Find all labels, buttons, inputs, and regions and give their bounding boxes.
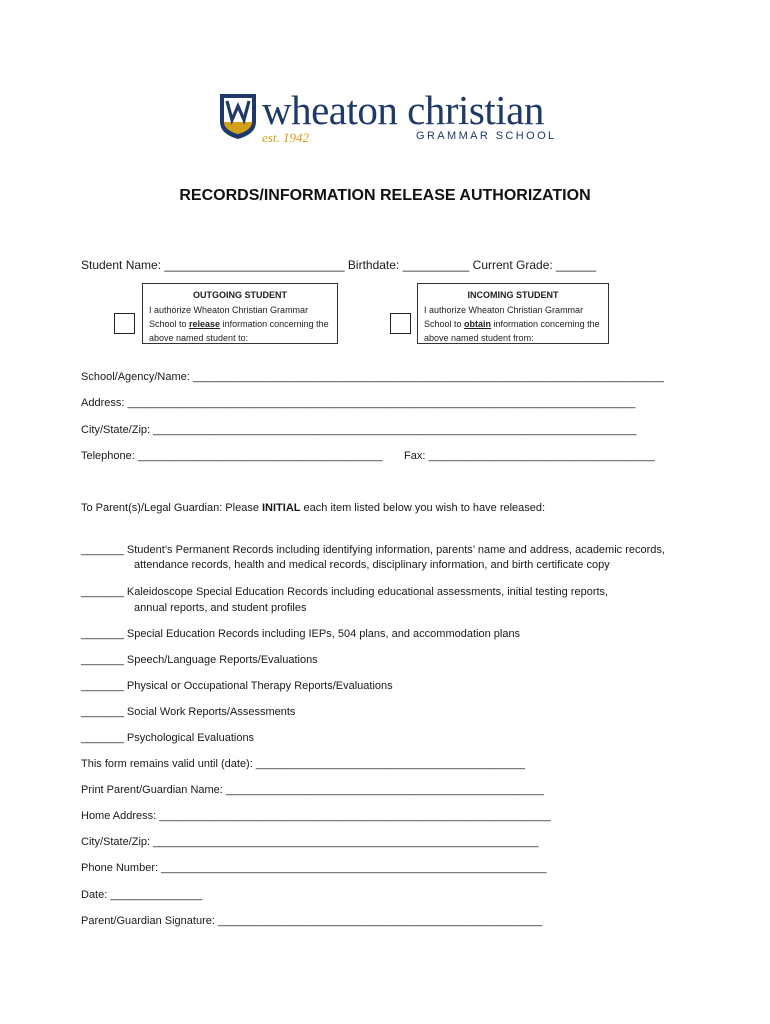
shield-icon — [218, 92, 258, 140]
school-logo — [218, 87, 563, 150]
date-field[interactable]: Date: _______________ — [81, 889, 203, 901]
signature-field[interactable]: Parent/Guardian Signature: _____________________________________________________ — [81, 915, 543, 927]
form-title: RECORDS/INFORMATION RELEASE AUTHORIZATION — [179, 187, 591, 204]
item-special-education[interactable]: _______ Special Education Records including IEPs, 504 plans, and accommodation plans — [81, 628, 521, 640]
outgoing-checkbox[interactable] — [114, 313, 135, 334]
incoming-student-box — [417, 283, 609, 344]
outgoing-student-box — [142, 283, 338, 344]
city-state-zip-field[interactable]: City/State/Zip: _______________________________________________________________________________ — [81, 424, 637, 436]
school-agency-field[interactable]: School/Agency/Name: _____________________________________________________________________________ — [81, 371, 664, 383]
print-name-field[interactable]: Print Parent/Guardian Name: ____________________________________________________ — [81, 784, 545, 796]
home-address-field[interactable]: Home Address: ________________________________________________________________ — [81, 810, 551, 822]
item-permanent-records-cont: attendance records, health and medical records, disciplinary information, and birth certificate copy — [134, 559, 610, 571]
item-social-work[interactable]: _______ Social Work Reports/Assessments — [81, 706, 296, 718]
item-psychological[interactable]: _______ Psychological Evaluations — [81, 732, 255, 744]
student-info-line[interactable]: Student Name: ___________________________ Birthdate: __________ Current Grade: ______ — [81, 258, 597, 272]
established-text: est. 1942 — [262, 130, 309, 145]
parent-city-field[interactable]: City/State/Zip: _______________________________________________________________ — [81, 836, 539, 848]
obtain-keyword: obtain — [464, 319, 492, 329]
item-speech-language[interactable]: _______ Speech/Language Reports/Evaluations — [81, 654, 318, 666]
item-therapy-reports[interactable]: _______ Physical or Occupational Therapy Reports/Evaluations — [81, 680, 393, 692]
fax-field[interactable]: Fax: _____________________________________ — [404, 450, 655, 462]
item-permanent-records[interactable]: _______ Student’s Permanent Records including identifying information, parents’ name and address, academic records, — [81, 544, 665, 556]
release-keyword: release — [189, 319, 221, 329]
school-subtitle: GRAMMAR SCHOOL — [416, 130, 557, 142]
incoming-checkbox[interactable] — [390, 313, 411, 334]
item-kaleidoscope-records[interactable]: _______ Kaleidoscope Special Education Records including educational assessments, initial testing reports, — [81, 586, 609, 598]
outgoing-heading: OUTGOING STUDENT — [193, 290, 287, 300]
outgoing-text: I authorize Wheaton Christian Grammar School to release information concerning the above named student to: — [149, 305, 329, 343]
telephone-field[interactable]: Telephone: ________________________________________ — [81, 450, 383, 462]
valid-until-field[interactable]: This form remains valid until (date): ____________________________________________ — [81, 758, 526, 770]
phone-number-field[interactable]: Phone Number: _______________________________________________________________ — [81, 862, 547, 874]
incoming-text: I authorize Wheaton Christian Grammar School to obtain information concerning the above named student from: — [424, 305, 600, 343]
item-kaleidoscope-records-cont: annual reports, and student profiles — [134, 602, 307, 614]
address-field[interactable]: Address: ___________________________________________________________________________________ — [81, 397, 636, 409]
parent-instruction: To Parent(s)/Legal Guardian: Please INITIAL each item listed below you wish to have released: — [81, 502, 546, 514]
incoming-heading: INCOMING STUDENT — [467, 290, 559, 300]
school-name: wheaton christian — [262, 87, 544, 133]
